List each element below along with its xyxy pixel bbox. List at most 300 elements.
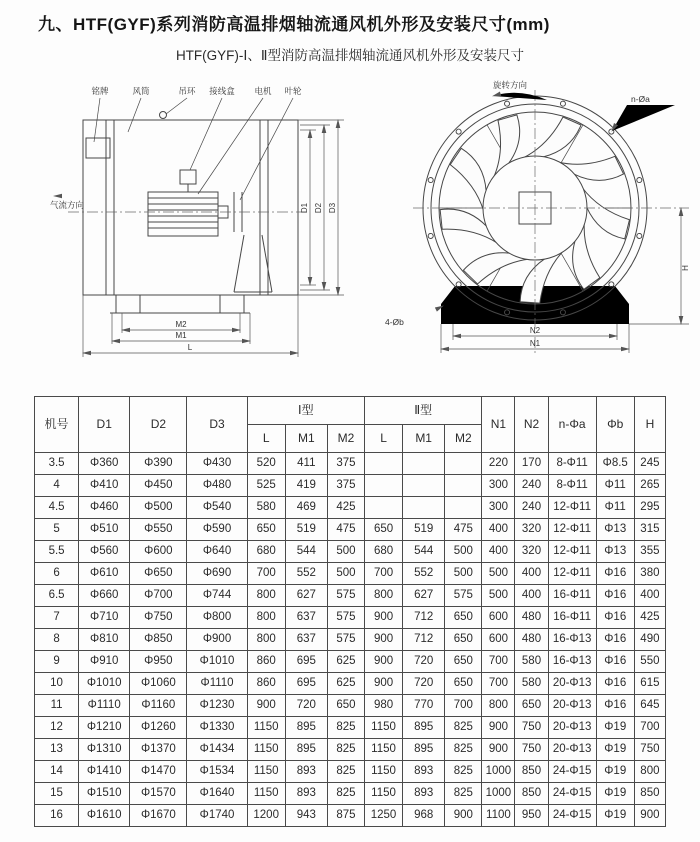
table-row [35,673,666,695]
col-header-type2-m1: M1 [403,425,445,453]
junction-box-label: 接线盒 [209,86,235,96]
table-cell: Φ1434 [187,739,247,761]
table-cell [445,475,482,497]
table-cell: 900 [364,629,402,651]
table-cell: 425 [327,497,364,519]
dim-h-label: H [681,265,690,271]
table-cell: 900 [482,717,515,739]
table-cell: Φ1310 [79,739,130,761]
table-cell: 16 [35,805,79,827]
table-cell: 650 [364,519,402,541]
table-cell: Φ19 [596,739,634,761]
table-row [35,585,666,607]
table-cell: 700 [247,563,285,585]
table-cell: 800 [247,585,285,607]
table-cell: 1150 [247,783,285,805]
motor-label: 电机 [254,86,272,96]
table-cell: 400 [515,585,548,607]
table-cell: 680 [364,541,402,563]
table-cell: 900 [445,805,482,827]
col-group-type1: Ⅰ型 [247,397,364,425]
table-cell: 520 [247,453,285,475]
table-cell: 500 [327,541,364,563]
table-cell: Φ16 [596,651,634,673]
table-cell: Φ13 [596,541,634,563]
table-cell: 490 [634,629,665,651]
table-cell: 625 [327,651,364,673]
table-cell: 580 [515,673,548,695]
table-cell: 720 [403,651,445,673]
table-cell [445,453,482,475]
table-cell: 600 [482,607,515,629]
table-cell: 24-Φ15 [548,783,596,805]
table-cell: Φ510 [79,519,130,541]
table-cell: 170 [515,453,548,475]
table-cell: 720 [285,695,327,717]
table-cell: 544 [403,541,445,563]
table-cell: 825 [445,717,482,739]
table-row [35,563,666,585]
table-cell: Φ19 [596,717,634,739]
table-cell: 10 [35,673,79,695]
table-cell: 695 [285,651,327,673]
table-cell: 893 [285,783,327,805]
table-cell: Φ850 [130,629,187,651]
length-dimensions [83,295,298,357]
table-cell: Φ800 [187,607,247,629]
table-cell: 1150 [364,739,402,761]
table-cell: 12-Φ11 [548,497,596,519]
table-cell: 750 [515,717,548,739]
table-cell: Φ11 [596,475,634,497]
table-cell: Φ1160 [130,695,187,717]
foot-bolt-callout [385,306,443,327]
table-cell: 895 [403,739,445,761]
table-cell: 300 [482,475,515,497]
table-cell: 893 [403,783,445,805]
table-cell: Φ500 [130,497,187,519]
table-cell: 13 [35,739,79,761]
table-cell: 400 [482,541,515,563]
table-cell: 825 [445,783,482,805]
table-cell: 943 [285,805,327,827]
table-cell: 425 [634,607,665,629]
table-cell: 500 [482,585,515,607]
table-cell [364,497,402,519]
table-cell: Φ910 [79,651,130,673]
table-cell: Φ480 [187,475,247,497]
table-cell: 637 [285,607,327,629]
table-cell: 825 [327,761,364,783]
table-cell: Φ1740 [187,805,247,827]
table-row [35,519,666,541]
page-title: 九、HTF(GYF)系列消防高温排烟轴流通风机外形及安装尺寸(mm) [38,15,550,34]
table-cell: 1100 [482,805,515,827]
table-cell: Φ650 [130,563,187,585]
table-cell: 680 [247,541,285,563]
table-cell: Φ430 [187,453,247,475]
table-row [35,717,666,739]
table-cell: Φ700 [130,585,187,607]
table-cell: 750 [634,739,665,761]
table-cell: 480 [515,629,548,651]
table-cell: 895 [285,739,327,761]
table-cell: Φ19 [596,761,634,783]
table-cell: 800 [247,629,285,651]
table-cell: Φ744 [187,585,247,607]
table-cell: 625 [327,673,364,695]
table-cell: Φ750 [130,607,187,629]
table-cell: Φ690 [187,563,247,585]
table-cell: 419 [285,475,327,497]
table-cell: 8-Φ11 [548,475,596,497]
col-header-n2: N2 [515,397,548,453]
table-cell: 750 [515,739,548,761]
table-cell: 627 [285,585,327,607]
mounting-foot [116,295,140,313]
col-header-d2: D2 [130,397,187,453]
table-cell: 1000 [482,783,515,805]
table-cell: 475 [445,519,482,541]
flange-bolt-callout [612,94,675,131]
table-cell: 650 [445,629,482,651]
height-dimension [629,208,690,324]
impeller-label: 叶轮 [284,86,302,96]
table-cell: Φ1330 [187,717,247,739]
col-header-type2-l: L [364,425,402,453]
table-cell: 645 [634,695,665,717]
table-cell: Φ1010 [79,673,130,695]
table-body [35,453,666,827]
table-cell: 695 [285,673,327,695]
table-cell: 1150 [364,717,402,739]
side-view-part-labels [91,86,302,96]
table-cell: Φ13 [596,519,634,541]
table-cell: 16-Φ11 [548,607,596,629]
table-cell: 265 [634,475,665,497]
table-cell [403,453,445,475]
table-cell: 14 [35,761,79,783]
table-cell: 20-Φ13 [548,739,596,761]
table-cell: Φ19 [596,805,634,827]
table-cell: Φ1230 [187,695,247,717]
lifting-ring-label: 吊环 [178,86,196,96]
dim-n2-label: N2 [529,326,541,335]
table-cell: 980 [364,695,402,717]
table-cell: 500 [327,563,364,585]
table-cell: 12-Φ11 [548,519,596,541]
table-cell: Φ16 [596,563,634,585]
rotation-direction [493,80,547,100]
col-header-type1-m1: M1 [285,425,327,453]
table-cell: 637 [285,629,327,651]
table-cell: 525 [247,475,285,497]
table-row [35,497,666,519]
table-cell: Φ1210 [79,717,130,739]
table-cell: 895 [403,717,445,739]
table-cell: Φ450 [130,475,187,497]
dim-d2-label: D2 [314,202,323,214]
table-cell: 650 [515,695,548,717]
dim-m1-label: M1 [175,331,187,340]
table-cell: Φ1610 [79,805,130,827]
table-row [35,629,666,651]
junction-box [180,170,196,184]
table-cell: 860 [247,673,285,695]
table-cell: 580 [247,497,285,519]
table-cell: 400 [482,519,515,541]
dim-l-label: L [187,343,193,352]
table-cell: 355 [634,541,665,563]
table-row [35,607,666,629]
table-cell: 315 [634,519,665,541]
table-cell: Φ710 [79,607,130,629]
table-cell: 700 [482,651,515,673]
table-cell: 9 [35,651,79,673]
table-cell: 900 [364,651,402,673]
table-cell: 650 [445,607,482,629]
table-cell: 12 [35,717,79,739]
table-cell: 825 [445,761,482,783]
table-cell: Φ16 [596,607,634,629]
table-cell: 20-Φ13 [548,717,596,739]
table-cell: 600 [482,629,515,651]
dim-d1-label: D1 [300,202,309,214]
dimension-table [34,396,666,827]
table-cell: Φ1260 [130,717,187,739]
table-cell: 375 [327,475,364,497]
table-cell: 700 [634,717,665,739]
side-view-leader-lines [94,98,293,200]
col-header-phi-b: Φb [596,397,634,453]
table-cell: Φ16 [596,673,634,695]
motor [148,192,218,236]
table-cell: Φ16 [596,629,634,651]
base-width-dimensions [441,324,629,353]
table-cell: 800 [634,761,665,783]
table-cell [445,497,482,519]
table-row [35,783,666,805]
table-cell: 500 [445,541,482,563]
table-cell: 20-Φ13 [548,673,596,695]
table-cell: Φ16 [596,585,634,607]
col-header-type1-l: L [247,425,285,453]
table-cell: 220 [482,453,515,475]
table-cell: 16-Φ11 [548,585,596,607]
table-cell: 860 [247,651,285,673]
table-cell: 375 [327,453,364,475]
table-cell: Φ950 [130,651,187,673]
table-cell: 5.5 [35,541,79,563]
table-cell: 575 [327,629,364,651]
table-cell: 650 [445,651,482,673]
table-cell: 550 [634,651,665,673]
table-cell: 800 [364,585,402,607]
table-cell: Φ1060 [130,673,187,695]
table-cell: 850 [515,783,548,805]
table-cell: Φ1510 [79,783,130,805]
airflow-direction [50,196,85,210]
table-cell: 1150 [364,783,402,805]
page-subtitle: HTF(GYF)-Ⅰ、Ⅱ型消防高温排烟轴流通风机外形及安装尺寸 [175,48,525,63]
table-cell: Φ1670 [130,805,187,827]
table-cell: Φ590 [187,519,247,541]
table-cell: Φ540 [187,497,247,519]
table-cell: 240 [515,475,548,497]
table-cell: 8-Φ11 [548,453,596,475]
table-cell: 615 [634,673,665,695]
table-cell: Φ360 [79,453,130,475]
table-cell: 12-Φ11 [548,563,596,585]
table-cell: 519 [403,519,445,541]
table-cell: 5 [35,519,79,541]
table-header [35,397,666,453]
table-cell: Φ11 [596,497,634,519]
table-cell: Φ600 [130,541,187,563]
table-cell: Φ1410 [79,761,130,783]
table-cell: 893 [285,761,327,783]
impeller-front [433,109,632,310]
table-cell: 900 [247,695,285,717]
side-view-drawing [48,80,383,367]
table-cell: 544 [285,541,327,563]
table-cell: 1000 [482,761,515,783]
rotation-label: 旋转方向 [493,80,528,90]
table-cell: 320 [515,519,548,541]
table-cell: 580 [515,651,548,673]
table-cell: Φ410 [79,475,130,497]
table-cell: 893 [403,761,445,783]
table-cell: 825 [327,717,364,739]
table-row [35,475,666,497]
table-cell: 240 [515,497,548,519]
dim-m2-label: M2 [175,320,187,329]
table-cell: 1150 [247,717,285,739]
table-row [35,739,666,761]
table-cell: 800 [247,607,285,629]
table-cell: 1200 [247,805,285,827]
table-cell: 295 [634,497,665,519]
casing-label: 风筒 [132,86,150,96]
table-cell: 1150 [364,761,402,783]
table-cell: 1150 [247,761,285,783]
table-row [35,695,666,717]
table-cell: 500 [445,563,482,585]
table-cell: Φ1640 [187,783,247,805]
table-cell: 850 [515,761,548,783]
table-cell: 500 [482,563,515,585]
table-cell: 8 [35,629,79,651]
table-cell: 900 [482,739,515,761]
table-cell: 650 [247,519,285,541]
table-cell: 575 [327,585,364,607]
table-cell: 400 [634,585,665,607]
table-row [35,453,666,475]
table-cell: 400 [515,563,548,585]
table-cell: 469 [285,497,327,519]
diameter-dimensions [298,120,344,295]
table-cell: Φ900 [187,629,247,651]
table-cell: Φ1010 [187,651,247,673]
table-cell: 6.5 [35,585,79,607]
table-cell: Φ610 [79,563,130,585]
dim-n1-label: N1 [529,339,541,348]
table-cell: 800 [482,695,515,717]
col-header-type1-m2: M2 [327,425,364,453]
table-cell: 720 [403,673,445,695]
table-cell: 575 [327,607,364,629]
table-cell: 895 [285,717,327,739]
table-cell [364,453,402,475]
airflow-label: 气流方向 [50,200,85,210]
col-header-n-phi-a: n-Φa [548,397,596,453]
table-cell: 1250 [364,805,402,827]
table-cell: 16-Φ13 [548,651,596,673]
flange-bolt-label: n-Øa [631,94,650,104]
table-cell [403,497,445,519]
table-cell: 7 [35,607,79,629]
table-cell: 475 [327,519,364,541]
table-row [35,805,666,827]
dim-d3-label: D3 [328,202,337,214]
table-cell: Φ660 [79,585,130,607]
table-cell: Φ640 [187,541,247,563]
table-cell: Φ1370 [130,739,187,761]
table-cell: 875 [327,805,364,827]
table-cell: 825 [327,783,364,805]
table-row [35,651,666,673]
col-header-d3: D3 [187,397,247,453]
mounting-foot [220,295,244,313]
table-cell: Φ19 [596,783,634,805]
table-cell: 712 [403,629,445,651]
table-row [35,761,666,783]
col-header-d1: D1 [79,397,130,453]
table-cell: Φ560 [79,541,130,563]
foot-bolt-label: 4-Øb [385,317,404,327]
table-cell: 825 [445,739,482,761]
table-cell: 3.5 [35,453,79,475]
col-header-n1: N1 [482,397,515,453]
table-cell [403,475,445,497]
table-cell: 1150 [247,739,285,761]
table-cell: 6 [35,563,79,585]
table-cell: 12-Φ11 [548,541,596,563]
table-cell: 700 [364,563,402,585]
table-cell: 552 [403,563,445,585]
table-cell: 900 [634,805,665,827]
table-cell: 900 [364,607,402,629]
front-view-drawing [383,78,700,367]
table-cell: 770 [403,695,445,717]
table-cell: 11 [35,695,79,717]
table-cell: 575 [445,585,482,607]
table-cell: 380 [634,563,665,585]
table-cell: Φ810 [79,629,130,651]
nameplate-label: 铭牌 [91,86,109,96]
table-cell: 300 [482,497,515,519]
table-cell: 480 [515,607,548,629]
table-cell: 15 [35,783,79,805]
table-cell: 825 [327,739,364,761]
table-cell: Φ1110 [79,695,130,717]
table-cell: Φ460 [79,497,130,519]
table-cell: 850 [634,783,665,805]
table-cell: 320 [515,541,548,563]
table-row [35,541,666,563]
table-cell: 24-Φ15 [548,805,596,827]
table-cell: 950 [515,805,548,827]
